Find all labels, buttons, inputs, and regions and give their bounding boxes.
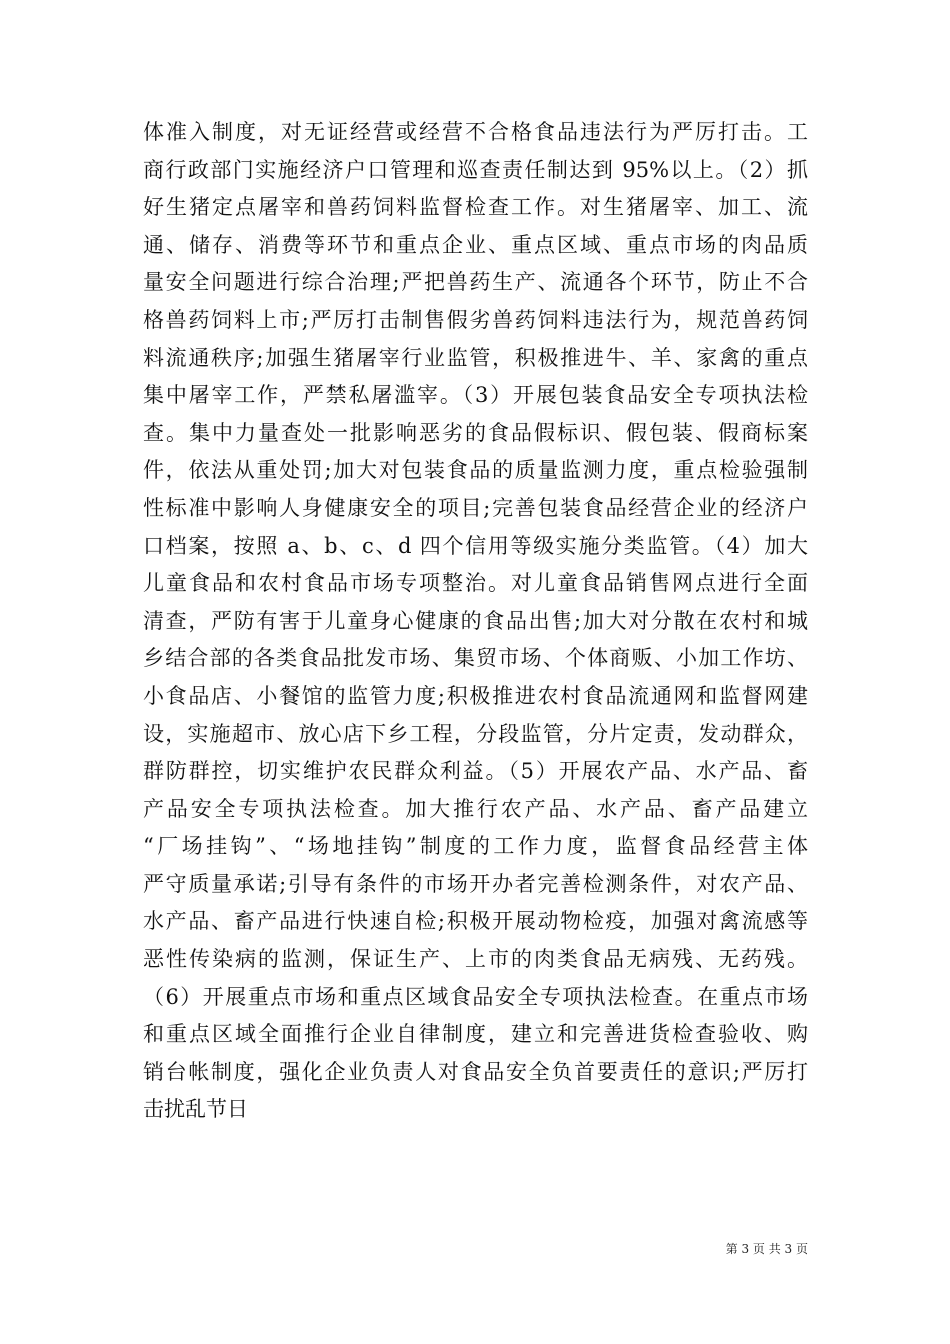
text-line: 格兽药饲料上市;严厉打击制售假劣兽药饲料违法行为，规范兽药饲: [143, 307, 808, 332]
text-line: 严守质量承诺;引导有条件的市场开办者完善检测条件，对农产品、: [143, 871, 808, 896]
text-line: 量安全问题进行综合治理;严把兽药生产、流通各个环节，防止不合: [143, 270, 808, 295]
text-line: 水产品、畜产品进行快速自检;积极开展动物检疫，加强对禽流感等: [143, 909, 808, 934]
text-line: 商行政部门实施经济户口管理和巡查责任制达到 95%以上。（2）抓: [143, 157, 808, 182]
text-line: 儿童食品和农村食品市场专项整治。对儿童食品销售网点进行全面: [143, 571, 808, 596]
text-line: 群防群控，切实维护农民群众利益。（5）开展农产品、水产品、畜: [143, 759, 808, 784]
text-line: 产品安全专项执法检查。加大推行农产品、水产品、畜产品建立: [143, 796, 808, 821]
text-line: 销台帐制度，强化企业负责人对食品安全负首要责任的意识;严厉打: [143, 1059, 808, 1084]
page-number-footer: 第 3 页 共 3 页: [725, 1242, 808, 1256]
text-line: 查。集中力量查处一批影响恶劣的食品假标识、假包装、假商标案: [143, 420, 808, 445]
text-line: 口档案，按照 a、b、c、d 四个信用等级实施分类监管。（4）加大: [143, 533, 808, 558]
text-line: 料流通秩序;加强生猪屠宰行业监管，积极推进牛、羊、家禽的重点: [143, 345, 808, 370]
text-line: 击扰乱节日: [143, 1097, 248, 1122]
text-line: 乡结合部的各类食品批发市场、集贸市场、个体商贩、小加工作坊、: [143, 646, 808, 671]
text-line: 和重点区域全面推行企业自律制度，建立和完善进货检查验收、购: [143, 1022, 808, 1047]
text-line: 好生猪定点屠宰和兽药饲料监督检查工作。对生猪屠宰、加工、流: [143, 195, 808, 220]
text-line: （6）开展重点市场和重点区域食品安全专项执法检查。在重点市场: [143, 984, 808, 1009]
text-line: 小食品店、小餐馆的监管力度;积极推进农村食品流通网和监督网建: [143, 683, 808, 708]
text-line: “厂场挂钩”、“场地挂钩”制度的工作力度，监督食品经营主体: [143, 834, 808, 859]
text-line: 性标准中影响人身健康安全的项目;完善包装食品经营企业的经济户: [143, 495, 808, 520]
text-line: 集中屠宰工作，严禁私屠滥宰。（3）开展包装食品安全专项执法检: [143, 383, 808, 408]
text-line: 恶性传染病的监测，保证生产、上市的肉类食品无病残、无药残。: [143, 947, 808, 972]
text-line: 设，实施超市、放心店下乡工程，分段监管，分片定责，发动群众，: [143, 721, 808, 746]
text-line: 体准入制度，对无证经营或经营不合格食品违法行为严厉打击。工: [143, 120, 808, 144]
text-line: 通、储存、消费等环节和重点企业、重点区域、重点市场的肉品质: [143, 232, 808, 257]
text-line: 件，依法从重处罚;加大对包装食品的质量监测力度，重点检验强制: [143, 458, 808, 483]
body-paragraph: [143, 114, 808, 1129]
text-line: 清查，严防有害于儿童身心健康的食品出售;加大对分散在农村和城: [143, 608, 808, 633]
